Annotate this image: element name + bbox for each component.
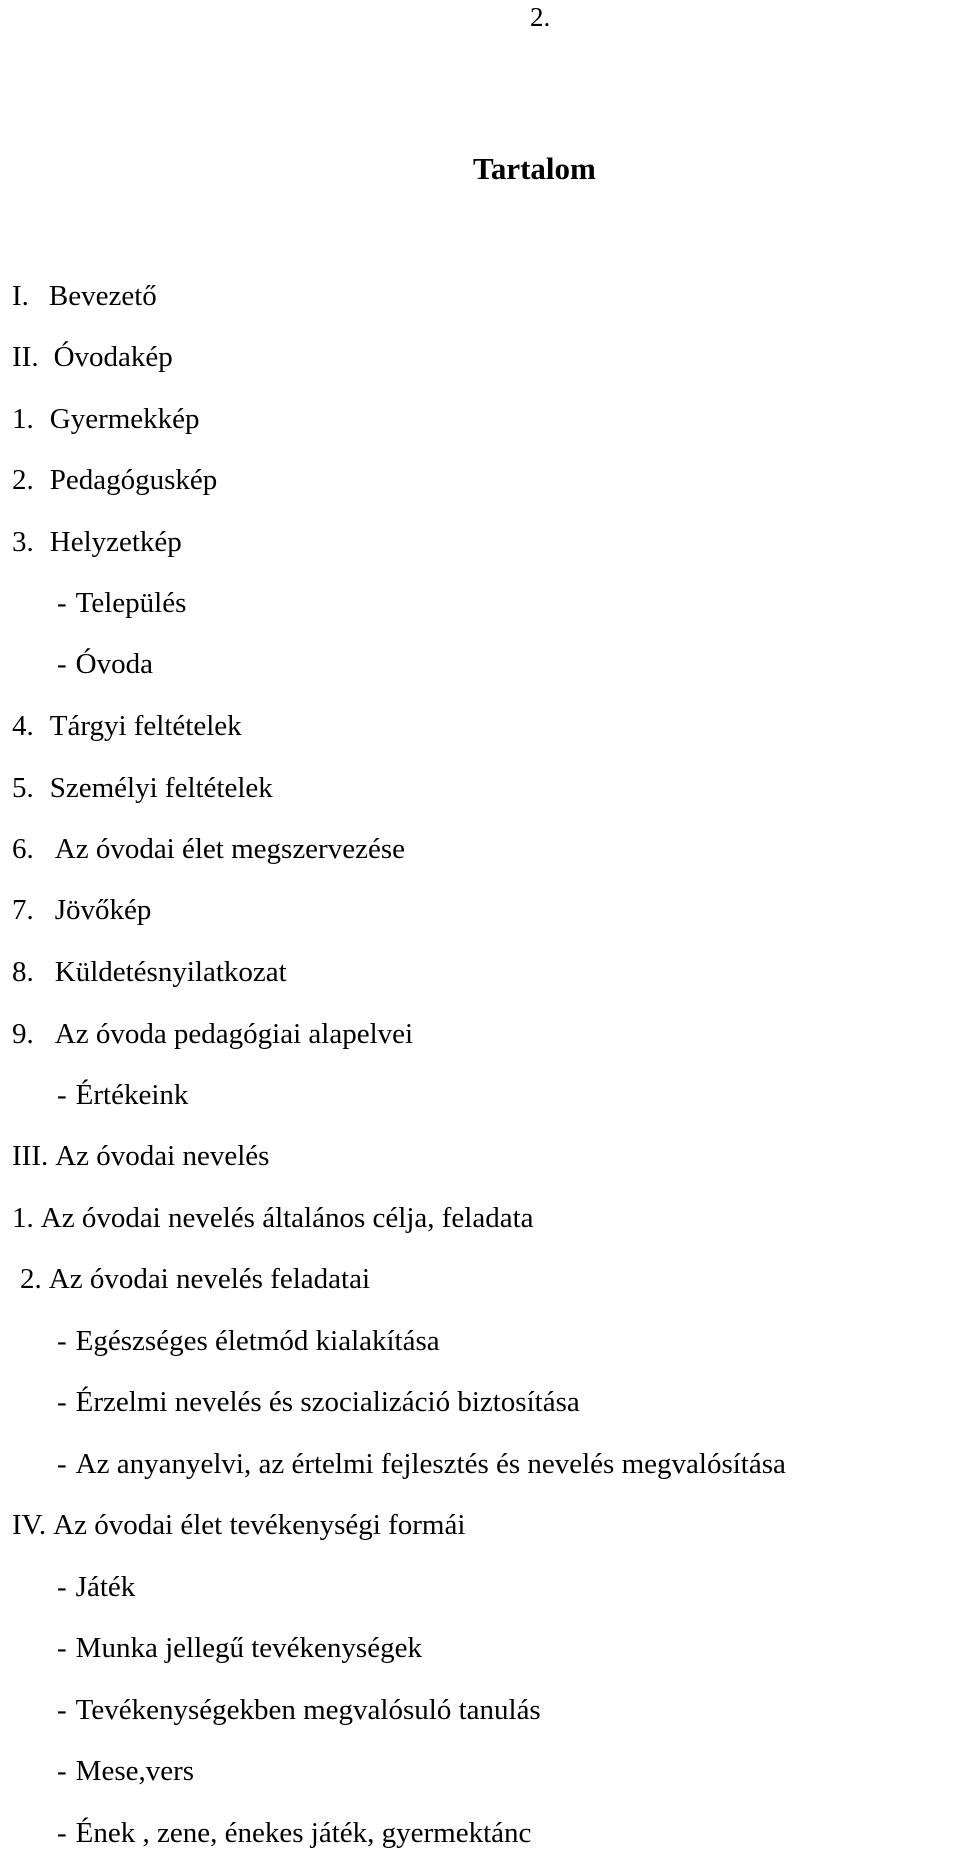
toc-entry (12, 278, 157, 314)
toc-entry (57, 585, 186, 621)
toc-text: Az anyanyelvi, az értelmi fejlesztés és nevelés megvalósítása (75, 1448, 786, 1480)
toc-entry (12, 1016, 413, 1052)
toc-entry (12, 401, 200, 437)
toc-text: Az óvodai élet megszervezése (54, 833, 405, 865)
toc-text: Játék (75, 1571, 136, 1603)
toc-text: Az óvodai nevelés feladatai (48, 1263, 371, 1295)
toc-marker: - (57, 648, 67, 680)
toc-text: Pedagóguskép (49, 464, 218, 496)
toc-marker: - (57, 587, 67, 619)
toc-marker: - (57, 1325, 67, 1357)
toc-text: Település (75, 587, 187, 619)
toc-marker: 1. (12, 403, 34, 435)
toc-marker: - (57, 1755, 67, 1787)
toc-text: Mese,vers (75, 1755, 195, 1787)
toc-entry (57, 1630, 422, 1666)
toc-text: Személyi feltételek (49, 772, 273, 804)
toc-entry (12, 1200, 534, 1236)
toc-marker: - (57, 1448, 67, 1480)
page-number: 2. (530, 2, 551, 32)
toc-marker: - (57, 1386, 67, 1418)
toc-entry (12, 462, 217, 498)
toc-text: Munka jellegű tevékenységek (75, 1632, 422, 1664)
toc-text: Tevékenységekben megvalósuló tanulás (75, 1694, 541, 1726)
toc-entry (57, 1569, 135, 1605)
toc-marker: IV. (12, 1509, 47, 1541)
toc-text: Bevezető (48, 280, 157, 312)
toc-text: Óvodakép (53, 341, 173, 373)
toc-marker: 2. (12, 464, 34, 496)
toc-text: Gyermekkép (49, 403, 200, 435)
toc-marker: 2. (20, 1263, 42, 1295)
toc-text: Küldetésnyilatkozat (54, 956, 287, 988)
toc-text: Értékeink (75, 1079, 189, 1111)
toc-marker: I. (12, 280, 29, 312)
toc-entry (57, 1692, 541, 1728)
toc-text: Ének , zene, énekes játék, gyermektánc (75, 1817, 532, 1849)
toc-entry (12, 708, 242, 744)
toc-text: Az óvodai nevelés általános célja, feladata (40, 1202, 534, 1234)
toc-marker: - (57, 1079, 67, 1111)
toc-marker: 7. (12, 894, 34, 926)
toc-entry (12, 831, 405, 867)
toc-marker: 9. (12, 1018, 34, 1050)
toc-marker: - (57, 1817, 67, 1849)
toc-entry (57, 1323, 440, 1359)
toc-entry (57, 1815, 531, 1851)
toc-marker: - (57, 1632, 67, 1664)
toc-entry (57, 1077, 188, 1113)
toc-text: Jövőkép (54, 894, 152, 926)
toc-entry (20, 1261, 370, 1297)
toc-entry (12, 954, 287, 990)
toc-text: Óvoda (75, 648, 153, 680)
toc-marker: 8. (12, 956, 34, 988)
toc-entry (12, 770, 273, 806)
toc-entry (57, 1384, 580, 1420)
toc-marker: 6. (12, 833, 34, 865)
page-title: Tartalom (473, 151, 596, 186)
toc-marker: 5. (12, 772, 34, 804)
toc-entry (12, 1507, 465, 1543)
toc-entry (12, 339, 173, 375)
toc-entry (12, 524, 182, 560)
toc-entry (12, 1138, 269, 1174)
toc-marker: II. (12, 341, 39, 373)
toc-marker: 3. (12, 526, 34, 558)
toc-marker: - (57, 1694, 67, 1726)
toc-entry (57, 1446, 786, 1482)
toc-marker: III. (12, 1140, 49, 1172)
toc-text: Érzelmi nevelés és szocializáció biztosítása (75, 1386, 580, 1418)
toc-marker: - (57, 1571, 67, 1603)
toc-entry (12, 892, 151, 928)
toc-text: Az óvodai élet tevékenységi formái (53, 1509, 466, 1541)
toc-entry (57, 646, 153, 682)
toc-text: Az óvoda pedagógiai alapelvei (54, 1018, 414, 1050)
toc-text: Helyzetkép (49, 526, 182, 558)
toc-text: Tárgyi feltételek (49, 710, 242, 742)
toc-text: Egészséges életmód kialakítása (75, 1325, 440, 1357)
toc-marker: 1. (12, 1202, 34, 1234)
toc-marker: 4. (12, 710, 34, 742)
toc-text: Az óvodai nevelés (55, 1140, 270, 1172)
toc-entry (57, 1753, 194, 1789)
